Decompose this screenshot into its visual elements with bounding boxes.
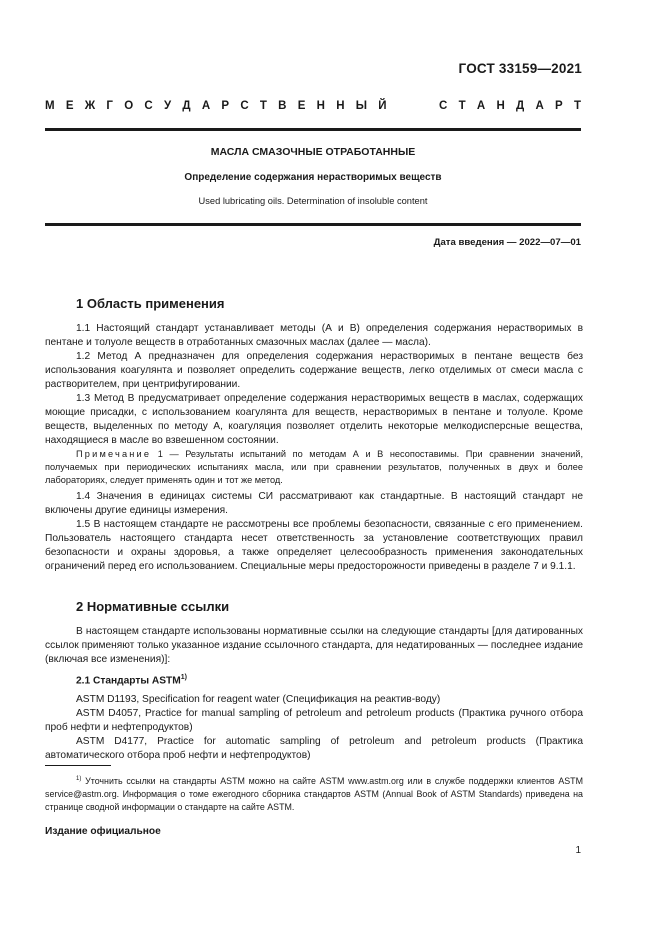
reference-astm-d1193: ASTM D1193, Specification for reagent water (Спецификация на реактив-воду) [76,694,441,705]
introduction-date: Дата введения — 2022—07—01 [433,237,581,248]
banner-letter: Г [106,100,113,112]
banner-letter: Е [297,100,306,112]
document-subtitle: Определение содержания нерастворимых веществ [184,172,442,183]
paragraph-1-3: 1.3 Метод В предусматривает определение содержания нерастворимых веществ в маслах, содержащих моющие присадки, с использованием коагулянта для веществ, нерастворимых в пентане и толуоле. Кроме веществ, выделенных по методу А, коагуляция позволяет отделить некоторые мелкодисперсные вещества, находящиеся в масле во взвешенном состоянии. [45,393,583,446]
section-2-heading: 2 Нормативные ссылки [76,599,230,614]
banner-letter: Ж [84,100,96,112]
banner-letter: У [163,100,172,112]
banner-letter: С [144,100,153,112]
official-edition-label: Издание официальное [45,826,161,837]
document-title: МАСЛА СМАЗОЧНЫЕ ОТРАБОТАННЫЕ [210,146,416,158]
top-rule [45,128,581,131]
banner-letter: А [535,100,544,112]
paragraph-1-1: 1.1 Настоящий стандарт устанавливает методы (А и В) определения содержания нерастворимых в пентане и толуоле веществ в отработанных смазочных маслах (далее — масла). [45,323,583,348]
reference-astm-d4057: ASTM D4057, Practice for manual sampling of petroleum and petroleum products (Практика ручного отбора проб нефти и нефтепродуктов) [45,708,583,733]
banner-gap [398,100,428,112]
subsection-2-1-heading: 2.1 Стандарты ASTM$^{1)}$ [76,674,187,687]
banner-letter: А [476,100,486,112]
banner-letter: Н [316,100,325,112]
footnote-separator [45,765,111,766]
banner-letter: Р [555,100,563,112]
banner-letter: Й [378,100,387,112]
section-2-intro: В настоящем стандарте использованы нормативные ссылки на следующие стандарты [для датированных ссылок применяют только указанное издание ссылочного стандарта, для недатированных — последнее издание (включая все изменения)]: [45,626,583,665]
banner-letter: Н [496,100,505,112]
banner-letter: Т [458,100,466,112]
note-1: Примечание 1 — Результаты испытаний по методам А и В несопоставимы. При сравнении значений, получаемых при периодических испытаниях масла, или при сравнении результатов, полученных в двух и более лабораториях, следует применять один и тот же метод. [45,449,583,485]
banner-letter: Д [182,100,191,112]
banner-letter: С [439,100,448,112]
note-label: Примечание [76,449,152,459]
english-title: Used lubricating oils. Determination of insoluble content [198,196,428,206]
banner-letter: Е [65,100,74,112]
banner-letter: Н [336,100,345,112]
banner-letter: Ы [355,100,368,112]
banner-letter: Р [221,100,230,112]
footnote-1: $^{1)}$ Уточнить ссылки на стандарты ASTM можно на сайте ASTM www.astm.org или в службе поддержки клиентов ASTM service@astm.org. Информация о томе ежегодного сборника стандартов ASTM (Annual Book of ASTM Standards) приведена на странице сводной информации о стандарте на сайте ASTM. [45,775,583,812]
banner-letter: Д [516,100,525,112]
reference-astm-d4177: ASTM D4177, Practice for automatic sampling of petroleum and petroleum products (Практика автоматического отбора проб нефти и нефтепродуктов) [45,736,583,761]
gost-number: ГОСТ 33159—2021 [458,61,582,76]
banner-letter: С [240,100,249,112]
banner-letter: Т [259,100,267,112]
page-number: 1 [575,845,581,856]
paragraph-1-5: 1.5 В настоящем стандарте не рассмотрены все проблемы безопасности, связанные с его применением. Пользователь настоящего стандарта несет ответственность за установление соответствующих правил безопасности и охраны здоровья, а также определяет целесообразность применения законодательных ограничений перед его использованием. Специальные меры предосторожности приведены в разделе 7 и 9.1.1. [45,519,583,572]
banner-letter: Т [573,100,581,112]
banner-letter: А [201,100,211,112]
banner-letter: О [124,100,134,112]
title-bottom-rule [45,223,581,226]
paragraph-1-2: 1.2 Метод А предназначен для определения содержания нерастворимых в пентане веществ без использования коагулянта и позволяет определить содержание веществ, легко отделимых от смеси масла с растворителем, при центрифугировании. [45,351,583,390]
banner-letter: В [278,100,287,112]
section-1-heading: 1 Область применения [76,296,225,311]
banner-letter: М [45,100,55,112]
interstate-standard-banner [45,100,581,112]
paragraph-1-4: 1.4 Значения в единицах системы СИ рассматривают как стандартные. В настоящий стандарт не включены другие единицы измерения. [45,491,583,516]
